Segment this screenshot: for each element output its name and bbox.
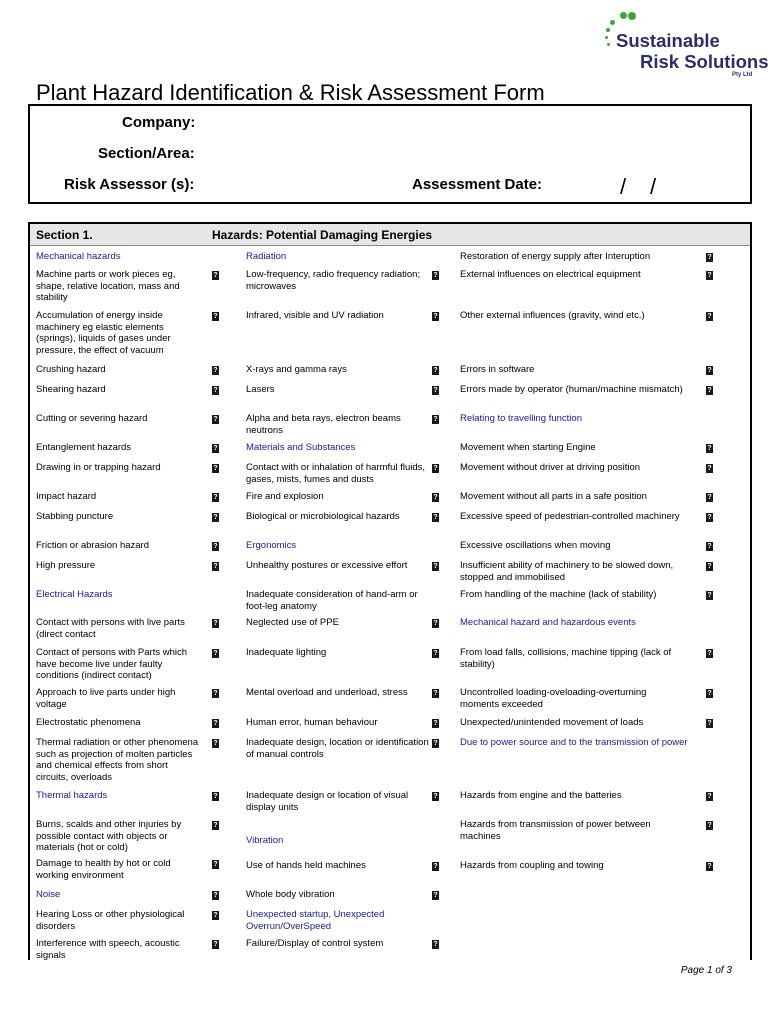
section-heading: Hazards: Potential Damaging Energies (212, 228, 433, 242)
hazard-item: Insufficient ability of machinery to be slowed down, stopped and immobilised (460, 560, 674, 583)
hazard-item: Restoration of energy supply after Interuption (460, 251, 651, 262)
category-heading: Radiation (246, 251, 287, 262)
section-area-label: Section/Area: (98, 145, 195, 162)
category-heading: Electrical Hazards (36, 589, 113, 600)
checkbox-icon[interactable]: ? (433, 620, 438, 627)
company-label: Company: (122, 114, 196, 131)
hazard-item: Inadequate lighting (246, 647, 327, 658)
checkbox-icon[interactable]: ? (433, 690, 438, 697)
hazard-item: Drawing in or trapping hazard (36, 462, 161, 473)
checkbox-icon[interactable]: ? (213, 543, 218, 550)
checkbox-icon[interactable]: ? (433, 272, 438, 279)
checkbox-icon[interactable]: ? (213, 465, 218, 472)
checkbox-icon[interactable]: ? (433, 740, 438, 747)
checkbox-icon[interactable]: ? (433, 863, 438, 870)
hazard-item: Biological or microbiological hazards (246, 511, 400, 522)
hazard-item: Low-frequency, radio frequency radiation; microwaves (246, 269, 421, 292)
hazard-item: Inadequate consideration of hand-arm or foot-leg anatomy (246, 589, 418, 612)
hazard-item: Friction or abrasion hazard (36, 540, 149, 551)
category-heading: Mechanical hazards (36, 251, 121, 262)
category-heading: Thermal hazards (36, 790, 108, 801)
hazard-item: Movement when starting Engine (460, 442, 596, 453)
checkbox-icon[interactable]: ? (707, 793, 712, 800)
checkbox-icon[interactable]: ? (707, 650, 712, 657)
category-heading: Mechanical hazard and hazardous events (460, 617, 636, 628)
checkbox-icon[interactable]: ? (707, 863, 712, 870)
category-heading: Vibration (246, 835, 284, 846)
form-info-box (28, 104, 752, 204)
checkbox-icon[interactable]: ? (213, 650, 218, 657)
hazard-item: Hazards from engine and the batteries (460, 790, 622, 801)
hazard-item: Unexpected/unintended movement of loads (460, 717, 644, 728)
checkbox-icon[interactable]: ? (213, 690, 218, 697)
hazard-item: Contact with or inhalation of harmful fluids, gases, mists, fumes and dusts (246, 462, 426, 485)
checkbox-icon[interactable]: ? (707, 445, 712, 452)
section-label: Section 1. (36, 228, 93, 242)
company-logo (600, 8, 768, 88)
checkbox-icon[interactable]: ? (433, 793, 438, 800)
checkbox-icon[interactable]: ? (433, 494, 438, 501)
logo-line-1: Sustainable (616, 30, 720, 51)
category-heading: Materials and Substances (246, 442, 356, 453)
checkbox-icon[interactable]: ? (433, 416, 438, 423)
hazard-item: Other external influences (gravity, wind etc.) (460, 310, 645, 321)
checkbox-icon[interactable]: ? (707, 272, 712, 279)
hazard-table (28, 222, 752, 960)
logo-line-2: Risk Solutions (640, 51, 768, 72)
checkbox-icon[interactable]: ? (213, 494, 218, 501)
checkbox-icon[interactable]: ? (213, 793, 218, 800)
hazard-item: Inadequate design, location or identification of manual controls (246, 737, 429, 760)
checkbox-icon[interactable]: ? (707, 465, 712, 472)
hazard-item: Electrostatic phenomena (36, 717, 141, 728)
hazard-item: Infrared, visible and UV radiation (246, 310, 384, 321)
checkbox-icon[interactable]: ? (213, 416, 218, 423)
checkbox-icon[interactable]: ? (707, 514, 712, 521)
hazard-item: From load falls, collisions, machine tipping (lack of stability) (460, 647, 672, 670)
hazard-item: Uncontrolled loading-oveloading-overturning moments exceeded (460, 687, 647, 710)
assessment-date-label: Assessment Date: (412, 176, 543, 193)
hazard-item: Failure/Display of control system (246, 938, 384, 949)
checkbox-icon[interactable]: ? (213, 387, 218, 394)
category-heading: Relating to travelling function (460, 413, 582, 424)
checkbox-icon[interactable]: ? (213, 272, 218, 279)
checkbox-icon[interactable]: ? (707, 690, 712, 697)
hazard-item: Excessive oscillations when moving (460, 540, 611, 551)
checkbox-icon[interactable]: ? (213, 912, 218, 919)
checkbox-icon[interactable]: ? (213, 822, 218, 829)
checkbox-icon[interactable]: ? (213, 514, 218, 521)
checkbox-icon[interactable]: ? (433, 892, 438, 899)
hazard-item: Accumulation of energy inside machinery eg elastic elements (springs), liquids of gases under pressure, the effect of vacuum (36, 310, 171, 356)
hazard-item: Hazards from transmission of power between machines (460, 819, 651, 842)
checkbox-icon[interactable]: ? (433, 941, 438, 948)
checkbox-icon[interactable]: ? (707, 313, 712, 320)
checkbox-icon[interactable]: ? (433, 313, 438, 320)
hazard-item: Errors made by operator (human/machine mismatch) (460, 384, 683, 395)
checkbox-icon[interactable]: ? (213, 941, 218, 948)
hazard-item: Approach to live parts under high voltage (36, 687, 176, 710)
checkbox-icon[interactable]: ? (433, 563, 438, 570)
hazard-item: Cutting or severing hazard (36, 413, 148, 424)
checkbox-icon[interactable]: ? (213, 445, 218, 452)
checkbox-icon[interactable]: ? (707, 592, 712, 599)
checkbox-icon[interactable]: ? (707, 387, 712, 394)
hazard-item: Human error, human behaviour (246, 717, 378, 728)
form-title: Plant Hazard Identification & Risk Assessment Form (36, 80, 545, 105)
checkbox-icon[interactable]: ? (433, 720, 438, 727)
hazard-item: Hearing Loss or other physiological disorders (36, 909, 185, 932)
checkbox-icon[interactable]: ? (213, 740, 218, 747)
logo-line-3: Pty Ltd (732, 72, 753, 78)
checkbox-icon[interactable]: ? (213, 720, 218, 727)
checkbox-icon[interactable]: ? (707, 563, 712, 570)
date-separator: / (650, 174, 657, 199)
category-heading: Unexpected startup, Unexpected Overrun/OverSpeed (246, 909, 385, 932)
category-heading: Noise (36, 889, 61, 900)
checkbox-icon[interactable]: ? (707, 494, 712, 501)
hazard-item: Contact with persons with live parts (direct contact (36, 617, 185, 640)
checkbox-icon[interactable]: ? (213, 563, 218, 570)
checkbox-icon[interactable]: ? (433, 650, 438, 657)
checkbox-icon[interactable]: ? (707, 367, 712, 374)
category-heading: Due to power source and to the transmission of power (460, 737, 688, 748)
checkbox-icon[interactable]: ? (213, 620, 218, 627)
checkbox-icon[interactable]: ? (433, 387, 438, 394)
hazard-item: Hazards from coupling and towing (460, 860, 604, 871)
hazard-item: Inadequate design or location of visual display units (246, 790, 409, 813)
risk-assessor-label: Risk Assessor (s): (64, 176, 195, 193)
hazard-item: Impact hazard (36, 491, 97, 502)
hazard-item: From handling of the machine (lack of stability) (460, 589, 657, 600)
hazard-item: Thermal radiation or other phenomena such as projection of molten particles and chemical effects from short circuits, overloads (36, 737, 199, 783)
hazard-item: Errors in software (460, 364, 535, 375)
hazard-table-header (30, 224, 750, 246)
checkbox-icon[interactable]: ? (213, 313, 218, 320)
checkbox-icon[interactable]: ? (707, 254, 712, 261)
hazard-item: Damage to health by hot or cold working environment (36, 858, 171, 881)
date-separator: / (620, 174, 627, 199)
checkbox-icon[interactable]: ? (433, 465, 438, 472)
hazard-item: Entanglement hazards (36, 442, 132, 453)
checkbox-icon[interactable]: ? (433, 514, 438, 521)
hazard-item: Fire and explosion (246, 491, 324, 502)
checkbox-icon[interactable]: ? (707, 543, 712, 550)
page-number: Page 1 of 3 (680, 965, 732, 976)
checkbox-icon[interactable]: ? (213, 892, 218, 899)
hazard-item: Mental overload and underload, stress (246, 687, 408, 698)
checkbox-icon[interactable]: ? (213, 367, 218, 374)
hazard-item: Movement without all parts in a safe position (460, 491, 647, 502)
category-heading: Ergonomics (246, 540, 297, 551)
hazard-item: Stabbing puncture (36, 511, 114, 522)
hazard-item: External influences on electrical equipment (460, 269, 641, 280)
checkbox-icon[interactable]: ? (707, 720, 712, 727)
hazard-item: X-rays and gamma rays (246, 364, 347, 375)
hazard-item: Excessive speed of pedestrian-controlled machinery (460, 511, 680, 522)
hazard-item: Interference with speech, acoustic signals (36, 938, 180, 961)
checkbox-icon[interactable]: ? (707, 822, 712, 829)
hazard-item: Shearing hazard (36, 384, 106, 395)
hazard-item: Crushing hazard (36, 364, 106, 375)
hazard-item: Unhealthy postures or excessive effort (246, 560, 408, 571)
checkbox-icon[interactable]: ? (213, 861, 218, 868)
hazard-item: Whole body vibration (246, 889, 335, 900)
hazard-item: Lasers (246, 384, 275, 395)
hazard-item: Alpha and beta rays, electron beams neutrons (246, 413, 401, 436)
hazard-item: Neglected use of PPE (246, 617, 339, 628)
hazard-item: Burns, scalds and other injuries by possible contact with objects or materials (hot or cold) (36, 819, 182, 853)
hazard-item: Use of hands held machines (246, 860, 366, 871)
hazard-item: Contact of persons with Parts which have become live under faulty conditions (indirect contact) (36, 647, 188, 681)
hazard-item: High pressure (36, 560, 96, 571)
hazard-item: Machine parts or work pieces eg, shape, relative location, mass and stability (36, 269, 180, 303)
checkbox-icon[interactable]: ? (433, 367, 438, 374)
hazard-item: Movement without driver at driving position (460, 462, 641, 473)
